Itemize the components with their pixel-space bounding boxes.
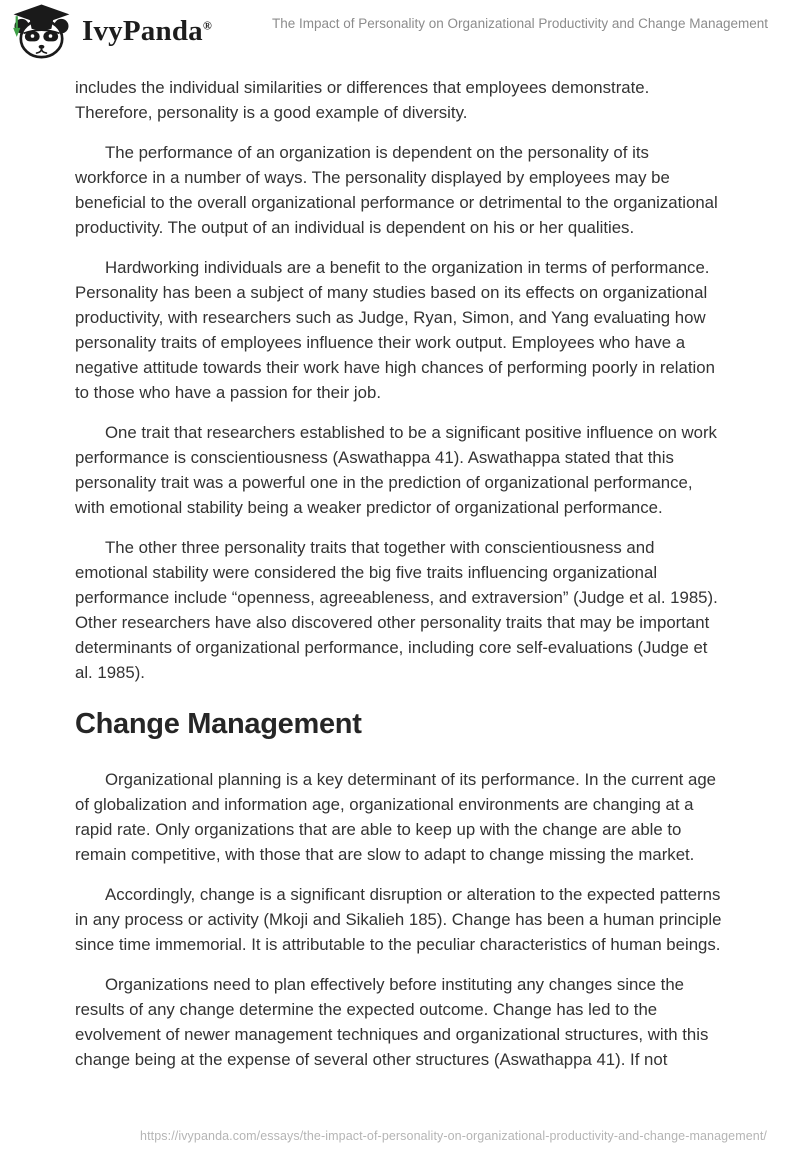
essay-paragraph: One trait that researchers established to be a significant positive influence on work performance is conscientiousness (Aswathappa 41). Aswathappa stated that this personality trait was a powerful one in the prediction of organizational performance, with emotional stability being a weaker predictor of organizational performance. (75, 423, 717, 517)
section-paragraphs (75, 767, 725, 1072)
page-header (0, 0, 800, 66)
page-footer (0, 1127, 767, 1145)
logo-wordmark (82, 15, 212, 48)
essay-paragraph: Accordingly, change is a significant disruption or alteration to the expected patterns in any process or activity (Mkoji and Sikalieh 185). Change has been a human principle since time immemorial. It is attributable to the peculiar characteristics of human beings. (75, 885, 722, 954)
essay-content (75, 75, 725, 1087)
essay-paragraph: The performance of an organization is dependent on the personality of its workforce in a number of ways. The personality displayed by employees may be beneficial to the overall organizational performance or detrimental to the organizational productivity. The output of an individual is dependent on his or her qualities. (75, 143, 718, 237)
essay-paragraph: The other three personality traits that together with conscientiousness and emotional stability were considered the big five traits influencing organizational performance include “openness, agreeableness, and extraversion” (Judge et al. 1985). Other researchers have also discovered other personality traits that may be important determinants of organizational performance, including core self-evaluations (Judge et al. 1985). (75, 538, 718, 682)
essay-paragraph: Organizations need to plan effectively before instituting any changes since the results of any change determine the expected outcome. Change has led to the evolvement of newer management techniques and organizational structures, with this change being at the expense of several other structures (Aswathappa 41). If not (75, 975, 709, 1069)
essay-paragraph: Organizational planning is a key determinant of its performance. In the current age of globalization and information age, organizational environments are changing at a rapid rate. Only organizations that are able to keep up with the change are able to remain competitive, with those that are slow to adapt to change missing the market. (75, 770, 716, 864)
essay-paragraph: Hardworking individuals are a benefit to the organization in terms of performance. Personality has been a subject of many studies based on its effects on organizational productivity, with researchers such as Judge, Ryan, Simon, and Yang evaluating how personality traits of employees influence their work output. Employees who have a negative attitude towards their work have high chances of performing poorly in relation to those who have a passion for their job. (75, 258, 715, 402)
logo-name: IvyPanda (82, 15, 203, 47)
ivypanda-logo (10, 3, 212, 60)
registered-trademark-symbol: ® (202, 18, 213, 33)
essay-paragraph: includes the individual similarities or differences that employees demonstrate. Therefore, personality is a good example of diversity. (75, 78, 650, 122)
panda-graduate-icon (10, 3, 73, 60)
intro-paragraphs (75, 75, 725, 685)
source-url-link[interactable]: https://ivypanda.com/essays/the-impact-of-personality-on-organizational-productivity-and-change-management/ (140, 1129, 767, 1143)
section-heading-change-management: Change Management (75, 708, 362, 740)
document-title: The Impact of Personality on Organizational Productivity and Change Management (271, 16, 768, 31)
